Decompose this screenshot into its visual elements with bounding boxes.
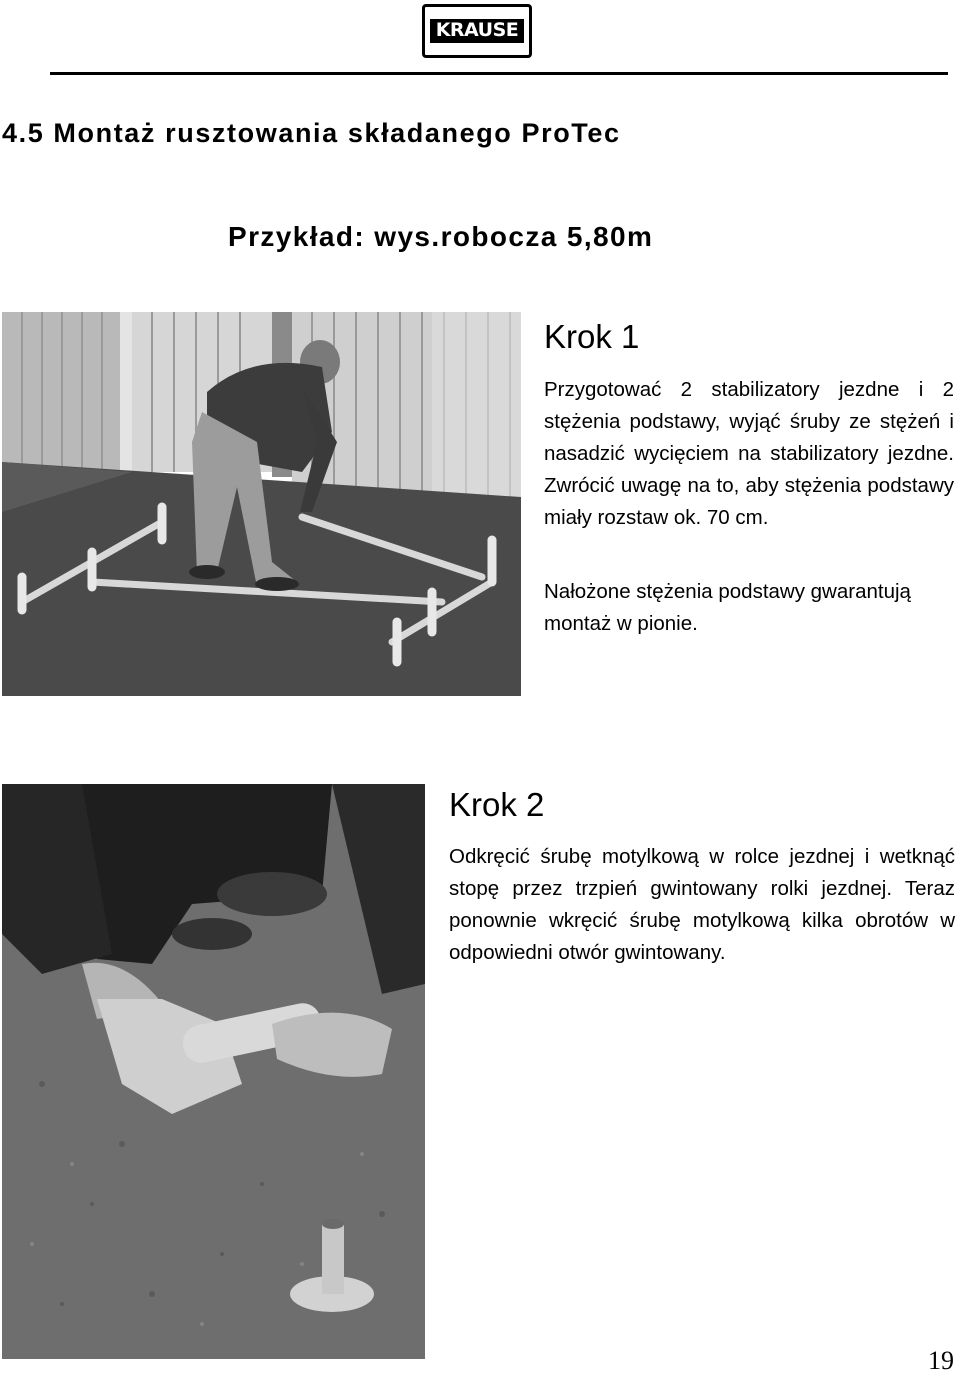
page-number: 19 — [928, 1346, 954, 1375]
krause-logo — [422, 4, 532, 58]
logo-text: KRAUSE — [430, 19, 525, 43]
step-2-title: Krok 2 — [449, 786, 545, 823]
step-1-photo — [2, 312, 521, 696]
step-1-text: Przygotować 2 stabilizatory jezdne i 2 stężenia podstawy, wyjąć śruby ze stężeń i nasadzić wycięciem na stabilizatory jezdne. Zwrócić uwagę na to, aby stężenia podstawy miały rozstaw ok. 70 cm. — [544, 378, 954, 529]
section-title: 4.5 Montaż rusztowania składanego ProTec — [2, 118, 621, 148]
step-1-title: Krok 1 — [544, 318, 640, 355]
step-2-photo — [2, 784, 425, 1359]
header-rule — [50, 72, 948, 75]
example-title: Przykład: wys.robocza 5,80m — [228, 221, 654, 252]
step-1-note: Nałożone stężenia podstawy gwarantują montaż w pionie. — [544, 580, 911, 635]
step-2-text: Odkręcić śrubę motylkową w rolce jezdnej i wetknąć stopę przez trzpień gwintowany rolki jezdnej. Teraz ponownie wkręcić śrubę motylkową kilka obrotów w odpowiedni otwór gwintowany. — [449, 845, 955, 964]
